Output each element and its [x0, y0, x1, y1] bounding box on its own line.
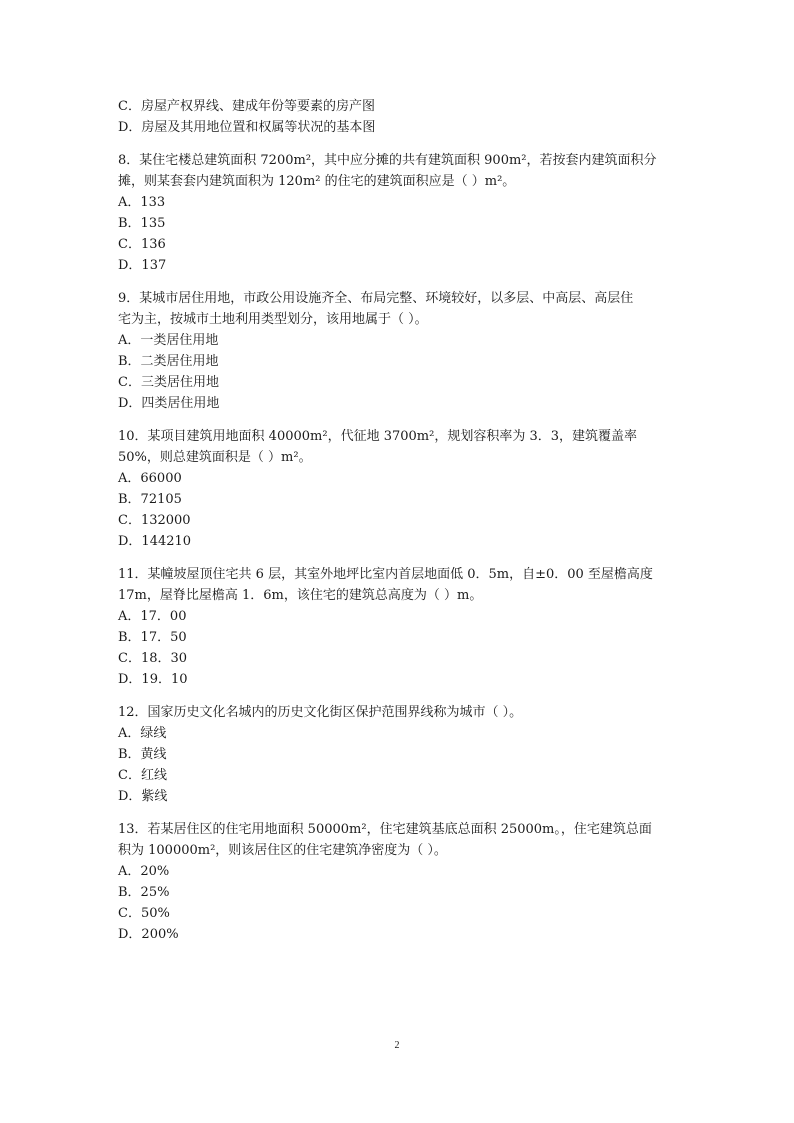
option-line: D．紫线	[118, 789, 168, 804]
option-line: A．133	[118, 195, 166, 210]
option-line: C．房屋产权界线、建成年份等要素的房产图	[118, 99, 375, 114]
question-stem-line: 摊，则某套套内建筑面积为 120m² 的住宅的建筑面积应是（ ）m²。	[118, 174, 516, 189]
question-13	[118, 819, 678, 945]
question-12	[118, 702, 678, 807]
question-8	[118, 150, 678, 276]
option-line: D．144210	[118, 534, 192, 549]
question-10	[118, 426, 678, 552]
option-line: D．房屋及其用地位置和权属等状况的基本图	[118, 120, 376, 135]
option-line: C．红线	[118, 768, 167, 783]
question-stem-line: 宅为主，按城市土地利用类型划分，该用地属于（ ）。	[118, 312, 428, 327]
option-line: B．135	[118, 216, 166, 231]
option-line: C．三类居住用地	[118, 375, 219, 390]
question-stem-line: 9．某城市居住用地，市政公用设施齐全、布局完整、环境较好，以多层、中高层、高层住	[118, 291, 634, 306]
option-line: A．20%	[118, 864, 170, 879]
question-stem-line: 12．国家历史文化名城内的历史文化街区保护范围界线称为城市（ ）。	[118, 705, 523, 720]
question-stem-line: 11．某幢坡屋顶住宅共 6 层，其室外地坪比室内首层地面低 0．5m，自±0．00 至屋檐高度	[118, 567, 653, 582]
option-line: D．137	[118, 258, 167, 273]
question-stem-line: 13．若某居住区的住宅用地面积 50000m²，住宅建筑基底总面积 25000m。，住宅建筑总面	[118, 822, 652, 837]
page-number: 2	[394, 1040, 400, 1051]
option-line: A．绿线	[118, 726, 167, 741]
document-body	[118, 96, 678, 945]
question-7-options-continued	[118, 96, 678, 138]
option-line: A．一类居住用地	[118, 333, 219, 348]
option-line: A．17．00	[118, 609, 187, 624]
option-line: B．25%	[118, 885, 170, 900]
option-line: B．黄线	[118, 747, 167, 762]
option-line: D．200%	[118, 927, 179, 942]
question-9	[118, 288, 678, 414]
option-line: D．19．10	[118, 672, 188, 687]
option-line: A．66000	[118, 471, 182, 486]
question-stem-line: 10．某项目建筑用地面积 40000m²，代征地 3700m²，规划容积率为 3．3，建筑覆盖率	[118, 429, 637, 444]
option-line: B．二类居住用地	[118, 354, 219, 369]
question-11	[118, 564, 678, 690]
option-line: B．17．50	[118, 630, 187, 645]
option-line: C．50%	[118, 906, 170, 921]
question-stem-line: 17m，屋脊比屋檐高 1．6m，该住宅的建筑总高度为（ ）m。	[118, 588, 483, 603]
option-line: C．132000	[118, 513, 191, 528]
option-line: C．18．30	[118, 651, 188, 666]
question-stem-line: 50%，则总建筑面积是（ ）m²。	[118, 450, 312, 465]
question-stem-line: 积为 100000m²，则该居住区的住宅建筑净密度为（ ）。	[118, 843, 447, 858]
option-line: D．四类居住用地	[118, 396, 220, 411]
question-stem-line: 8．某住宅楼总建筑面积 7200m²，其中应分摊的共有建筑面积 900m²，若按套内建筑面积分	[118, 153, 657, 168]
option-line: C．136	[118, 237, 166, 252]
option-line: B．72105	[118, 492, 182, 507]
